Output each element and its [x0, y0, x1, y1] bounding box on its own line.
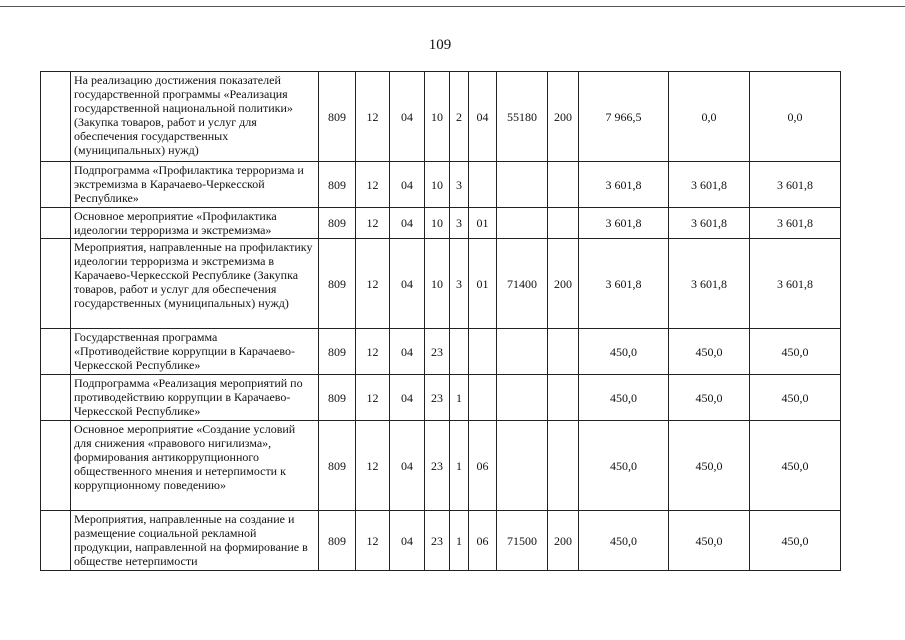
expense-type-cell: [548, 329, 579, 375]
expense-type-cell: [548, 375, 579, 421]
section-code-cell: 12: [356, 162, 390, 208]
program-code-cell: 23: [425, 421, 450, 511]
row-number-cell: [41, 162, 71, 208]
table-row: [41, 375, 841, 421]
expense-type-cell: [548, 421, 579, 511]
ved-code-cell: 809: [319, 511, 356, 571]
subprogram-code-cell: [450, 329, 469, 375]
subsection-code-cell: 04: [390, 162, 425, 208]
ved-code-cell: 809: [319, 421, 356, 511]
table-row: [41, 329, 841, 375]
item-name-cell: На реализацию достижения показателей государственной программы «Реализация государственной национальной политики» (Закупка товаров, работ и услуг для обеспечения государственных (муниципальных) нужд): [71, 72, 319, 162]
direction-code-cell: [497, 208, 548, 239]
amount-cell-1: 3 601,8: [579, 162, 669, 208]
direction-code-cell: 55180: [497, 72, 548, 162]
amount-cell-1: 450,0: [579, 511, 669, 571]
section-code-cell: 12: [356, 208, 390, 239]
section-code-cell: 12: [356, 421, 390, 511]
row-number-cell: [41, 511, 71, 571]
subprogram-code-cell: 2: [450, 72, 469, 162]
amount-cell-1: 7 966,5: [579, 72, 669, 162]
amount-cell-3: 450,0: [750, 329, 841, 375]
main-activity-code-cell: 01: [469, 239, 497, 329]
main-activity-code-cell: 01: [469, 208, 497, 239]
program-code-cell: 23: [425, 375, 450, 421]
subprogram-code-cell: 3: [450, 208, 469, 239]
subprogram-code-cell: 3: [450, 239, 469, 329]
direction-code-cell: 71400: [497, 239, 548, 329]
ved-code-cell: 809: [319, 239, 356, 329]
program-code-cell: 10: [425, 239, 450, 329]
amount-cell-2: 3 601,8: [669, 239, 750, 329]
expense-type-cell: [548, 208, 579, 239]
item-name-cell: Мероприятия, направленные на профилактику идеологии терроризма и экстремизма в Карачаево-Черкесской Республике (Закупка товаров, работ и услуг для обеспечения государственных (муниципальных) нужд): [71, 239, 319, 329]
table-row: [41, 511, 841, 571]
expense-type-cell: [548, 162, 579, 208]
main-activity-code-cell: [469, 375, 497, 421]
program-code-cell: 10: [425, 208, 450, 239]
amount-cell-2: 3 601,8: [669, 208, 750, 239]
section-code-cell: 12: [356, 375, 390, 421]
amount-cell-1: 3 601,8: [579, 239, 669, 329]
item-name-cell: Основное мероприятие «Профилактика идеологии терроризма и экстремизма»: [71, 208, 319, 239]
section-code-cell: 12: [356, 239, 390, 329]
amount-cell-3: 3 601,8: [750, 208, 841, 239]
subsection-code-cell: 04: [390, 421, 425, 511]
subprogram-code-cell: 1: [450, 375, 469, 421]
amount-cell-3: 3 601,8: [750, 239, 841, 329]
main-activity-code-cell: 06: [469, 511, 497, 571]
row-number-cell: [41, 72, 71, 162]
amount-cell-3: 450,0: [750, 375, 841, 421]
amount-cell-2: 450,0: [669, 511, 750, 571]
amount-cell-3: 450,0: [750, 511, 841, 571]
main-activity-code-cell: 06: [469, 421, 497, 511]
ved-code-cell: 809: [319, 162, 356, 208]
section-code-cell: 12: [356, 329, 390, 375]
ved-code-cell: 809: [319, 208, 356, 239]
subprogram-code-cell: 1: [450, 421, 469, 511]
direction-code-cell: [497, 421, 548, 511]
amount-cell-1: 3 601,8: [579, 208, 669, 239]
table-row: [41, 72, 841, 162]
budget-table: [40, 71, 841, 571]
amount-cell-3: 0,0: [750, 72, 841, 162]
main-activity-code-cell: [469, 329, 497, 375]
amount-cell-2: 0,0: [669, 72, 750, 162]
direction-code-cell: [497, 329, 548, 375]
row-number-cell: [41, 421, 71, 511]
amount-cell-3: 450,0: [750, 421, 841, 511]
section-code-cell: 12: [356, 511, 390, 571]
subsection-code-cell: 04: [390, 375, 425, 421]
amount-cell-1: 450,0: [579, 329, 669, 375]
amount-cell-2: 3 601,8: [669, 162, 750, 208]
direction-code-cell: [497, 162, 548, 208]
section-code-cell: 12: [356, 72, 390, 162]
main-activity-code-cell: 04: [469, 72, 497, 162]
main-activity-code-cell: [469, 162, 497, 208]
ved-code-cell: 809: [319, 375, 356, 421]
ved-code-cell: 809: [319, 329, 356, 375]
page-number: 109: [428, 37, 452, 53]
direction-code-cell: [497, 375, 548, 421]
amount-cell-2: 450,0: [669, 421, 750, 511]
item-name-cell: Государственная программа «Противодействие коррупции в Карачаево-Черкесской Республике»: [71, 329, 319, 375]
program-code-cell: 23: [425, 329, 450, 375]
item-name-cell: Мероприятия, направленные на создание и размещение социальной рекламной продукции, направленной на формирование в обществе нетерпимости: [71, 511, 319, 571]
row-number-cell: [41, 208, 71, 239]
amount-cell-2: 450,0: [669, 329, 750, 375]
direction-code-cell: 71500: [497, 511, 548, 571]
expense-type-cell: 200: [548, 511, 579, 571]
table-row: [41, 208, 841, 239]
subprogram-code-cell: 1: [450, 511, 469, 571]
subsection-code-cell: 04: [390, 329, 425, 375]
row-number-cell: [41, 329, 71, 375]
subsection-code-cell: 04: [390, 239, 425, 329]
subprogram-code-cell: 3: [450, 162, 469, 208]
program-code-cell: 10: [425, 72, 450, 162]
item-name-cell: Подпрограмма «Профилактика терроризма и экстремизма в Карачаево-Черкесской Республике»: [71, 162, 319, 208]
item-name-cell: Основное мероприятие «Создание условий для снижения «правового нигилизма», формирования антикоррупционного общественного мнения и нетерпимости к коррупционному поведению»: [71, 421, 319, 511]
row-number-cell: [41, 239, 71, 329]
item-name-cell: Подпрограмма «Реализация мероприятий по противодействию коррупции в Карачаево-Черкесской Республике»: [71, 375, 319, 421]
amount-cell-1: 450,0: [579, 421, 669, 511]
expense-type-cell: 200: [548, 72, 579, 162]
subsection-code-cell: 04: [390, 511, 425, 571]
top-border-line: [0, 6, 905, 7]
expense-type-cell: 200: [548, 239, 579, 329]
program-code-cell: 23: [425, 511, 450, 571]
subsection-code-cell: 04: [390, 72, 425, 162]
table-row: [41, 162, 841, 208]
subsection-code-cell: 04: [390, 208, 425, 239]
ved-code-cell: 809: [319, 72, 356, 162]
table-row: [41, 421, 841, 511]
amount-cell-2: 450,0: [669, 375, 750, 421]
amount-cell-1: 450,0: [579, 375, 669, 421]
row-number-cell: [41, 375, 71, 421]
table-row: [41, 239, 841, 329]
program-code-cell: 10: [425, 162, 450, 208]
amount-cell-3: 3 601,8: [750, 162, 841, 208]
